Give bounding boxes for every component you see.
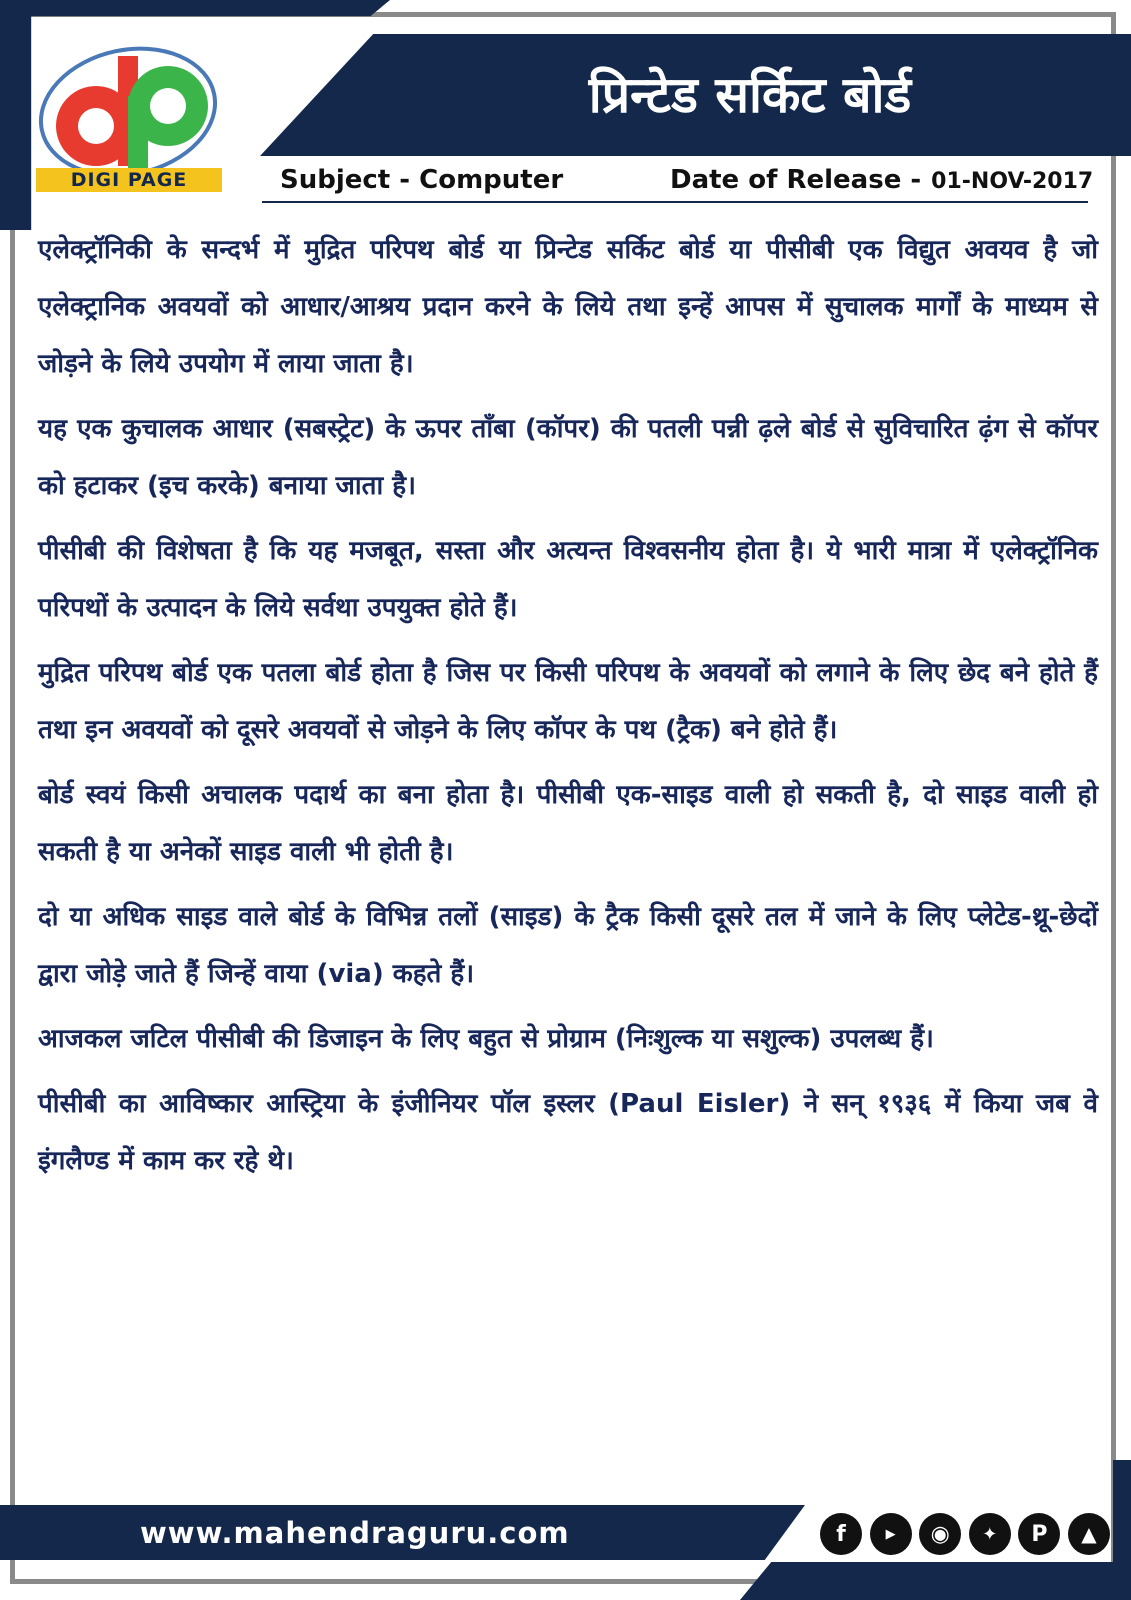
logo-badge: DIGI PAGE [36,168,222,192]
paragraph: यह एक कुचालक आधार (सबस्ट्रेट) के ऊपर ताँबा (कॉपर) की पतली पन्नी ढ़ले बोर्ड से सुविचारित ढ़ंग से कॉपर को हटाकर (इच करके) बनाया जाता है। [38,414,1098,501]
paragraph: दो या अधिक साइड वाले बोर्ड के विभिन्न तलों (साइड) के ट्रैक किसी दूसरे तल में जाने के लिए प्लेटेड-थ्रू-छेदों द्वारा जोड़े जाते हैं जिन्हें वाया (via) कहते हैं। [38,902,1098,989]
social-icons [820,1509,1110,1559]
release-info [670,160,1093,202]
youtube-icon[interactable]: ▶ [870,1513,912,1555]
paragraph: मुद्रित परिपथ बोर्ड एक पतला बोर्ड होता है जिस पर किसी परिपथ के अवयवों को लगाने के लिए छेद बने होते हैं तथा इन अवयवों को दूसरे अवयवों से जोड़ने के लिए कॉपर के पथ (ट्रैक) बने होते हैं। [38,658,1098,745]
release-date: 01-NOV-2017 [931,169,1094,194]
corner-decoration-bottom-right [740,1562,1131,1600]
article-body [38,222,1098,1198]
twitter-icon[interactable]: ✦ [969,1513,1011,1555]
page-title: प्रिन्टेड सर्किट बोर्ड [588,66,912,124]
paragraph: बोर्ड स्वयं किसी अचालक पदार्थ का बना होता है। पीसीबी एक-साइड वाली हो सकती है, दो साइड वाली हो सकती है या अनेकों साइड वाली भी होती है। [38,780,1098,867]
paragraph: पीसीबी का आविष्कार आस्ट्रिया के इंजीनियर पॉल इस्लर (Paul Eisler) ने सन् १९३६ में किया जब वे इंगलैण्ड में काम कर रहे थे। [38,1089,1098,1176]
pinterest-icon[interactable]: P [1018,1513,1060,1555]
subject-label: Subject - Computer [280,165,564,195]
side-decoration-right [1113,1460,1131,1600]
paragraph: आजकल जटिल पीसीबी की डिजाइन के लिए बहुत से प्रोग्राम (निःशुल्क या सशुल्क) उपलब्ध हैं। [38,1024,934,1054]
instagram-icon[interactable]: ◉ [919,1513,961,1555]
facebook-icon[interactable]: f [820,1513,862,1555]
android-icon[interactable]: ▲ [1068,1513,1110,1555]
release-label: Date of Release - [670,165,922,195]
footer-url-link[interactable]: www.mahendraguru.com [140,1516,570,1550]
paragraph: एलेक्ट्रॉनिकी के सन्दर्भ में मुद्रित परिपथ बोर्ड या प्रिन्टेड सर्किट बोर्ड या पीसीबी एक विद्युत अवयव है जो एलेक्ट्रानिक अवयवों को आधार/आश्रय प्रदान करने के लिये तथा इन्हें आपस में सुचालक मार्गों के माध्यम से जोड़ने के लिये उपयोग में लाया जाता है। [38,235,1098,379]
header-divider [262,201,1088,203]
paragraph: पीसीबी की विशेषता है कि यह मजबूत, सस्ता और अत्यन्त विश्वसनीय होता है। ये भारी मात्रा में एलेक्ट्रॉनिक परिपथों के उत्पादन के लिये सर्वथा उपयुक्त होते हैं। [38,536,1098,623]
